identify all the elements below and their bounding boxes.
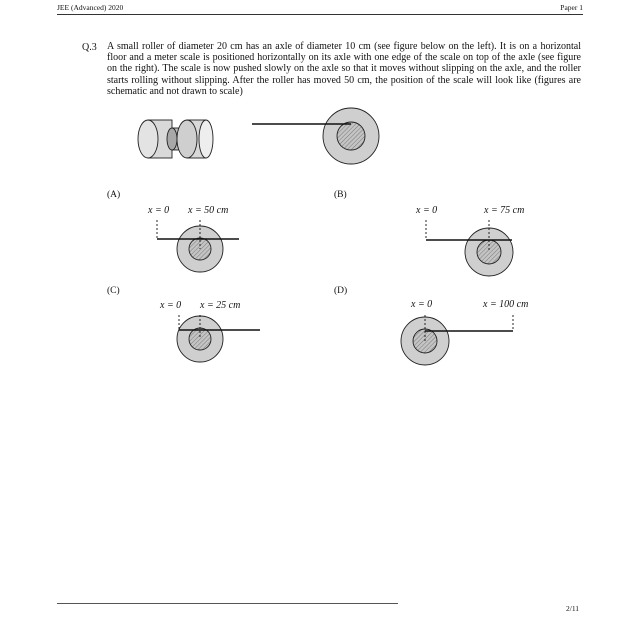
option-d-label[interactable]: (D) [334, 286, 348, 296]
roller-left-wheel-face [138, 120, 158, 158]
option-c-figure [177, 315, 260, 362]
header-exam-title: JEE (Advanced) 2020 [57, 3, 124, 12]
side-view-axle [337, 122, 365, 150]
option-b-x0-label: x = 0 [416, 205, 438, 216]
page-number: 2/11 [566, 604, 580, 613]
option-d-figure [401, 315, 513, 365]
roller-right-wheel-face [177, 120, 197, 158]
header-paper-label: Paper 1 [560, 3, 583, 12]
roller-3d-figure [138, 120, 213, 158]
question-number: Q.3 [82, 42, 97, 53]
option-a-x1-label: x = 50 cm [188, 205, 229, 216]
option-c-label[interactable]: (C) [107, 286, 120, 296]
option-b-label[interactable]: (B) [334, 190, 347, 200]
option-a-x0-label: x = 0 [148, 205, 170, 216]
option-d-x0-label: x = 0 [411, 299, 433, 310]
question-text: A small roller of diameter 20 cm has an axle of diameter 10 cm (see figure below on the left). It is on a horizontal floor and a meter scale is positioned horizontally on its axle with one edge of the scale on top of the axle (see figure on the right). The scale is now pushed slowly on the axle so that it moves without slipping on the axle, and the roller starts rolling without slipping. After the roller has moved 50 cm, the position of the scale will look like (figures are schematic and not drawn to scale) [107, 41, 581, 97]
roller-axle-face [167, 128, 177, 150]
footer-divider [57, 603, 398, 604]
option-a-label[interactable]: (A) [107, 190, 121, 200]
option-b-figure [426, 220, 513, 276]
roller-right-wheel-end [199, 120, 213, 158]
option-b-x1-label: x = 75 cm [484, 205, 525, 216]
option-c-x1-label: x = 25 cm [200, 300, 241, 311]
roller-side-view [252, 108, 379, 164]
option-a-figure [157, 220, 239, 272]
option-d-x1-label: x = 100 cm [483, 299, 529, 310]
option-c-x0-label: x = 0 [160, 300, 182, 311]
